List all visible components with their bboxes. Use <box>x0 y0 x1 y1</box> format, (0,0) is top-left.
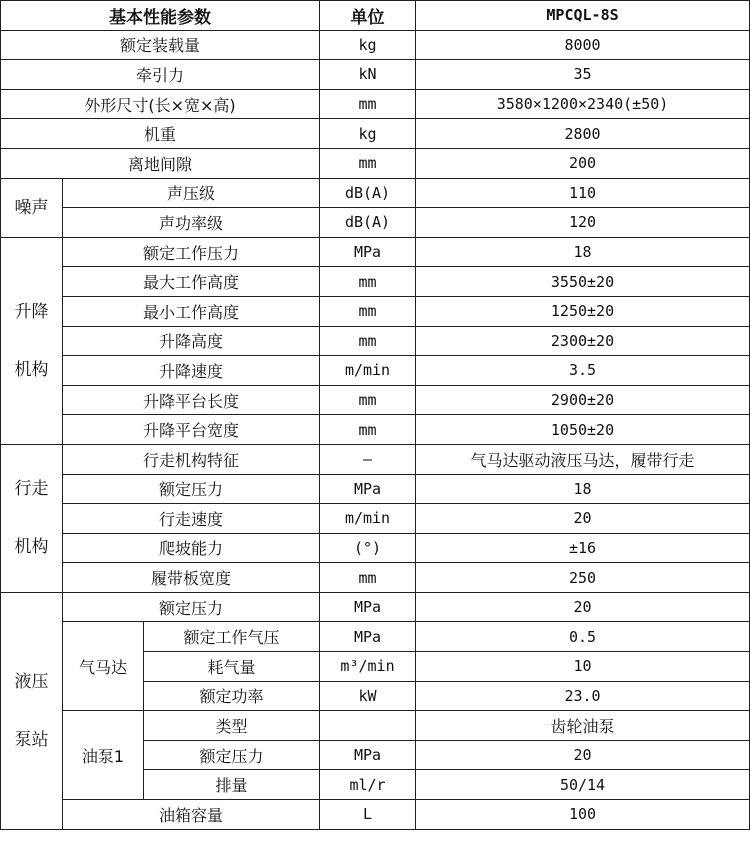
table-row <box>1 30 750 60</box>
param-unit: kW <box>320 681 416 711</box>
param-value: 10 <box>416 652 750 682</box>
table-row <box>1 415 750 445</box>
param-value: 3580×1200×2340(±50) <box>416 89 750 119</box>
param-name: 类型 <box>144 711 320 741</box>
param-unit: m/min <box>320 504 416 534</box>
param-unit: mm <box>320 385 416 415</box>
param-value: 20 <box>416 592 750 622</box>
param-name: 额定压力 <box>144 740 320 770</box>
param-unit: L <box>320 800 416 830</box>
header-row <box>1 1 750 31</box>
table-row <box>1 119 750 149</box>
param-unit: MPa <box>320 237 416 267</box>
param-unit: MPa <box>320 740 416 770</box>
param-name: 耗气量 <box>144 652 320 682</box>
group-noise: 噪声 <box>1 178 63 237</box>
param-name: 升降速度 <box>63 356 320 386</box>
param-name: 升降平台长度 <box>63 385 320 415</box>
table-row <box>1 563 750 593</box>
param-name: 额定压力 <box>63 592 320 622</box>
param-value: 18 <box>416 474 750 504</box>
param-value: 18 <box>416 237 750 267</box>
param-value: 35 <box>416 60 750 90</box>
param-unit: kg <box>320 119 416 149</box>
table-row <box>1 148 750 178</box>
param-unit <box>320 711 416 741</box>
param-name: 声压级 <box>63 178 320 208</box>
param-value: 50/14 <box>416 770 750 800</box>
param-unit: MPa <box>320 474 416 504</box>
param-name: 行走速度 <box>63 504 320 534</box>
group-hydraulic-line2: 泵站 <box>14 729 49 750</box>
param-unit: — <box>320 444 416 474</box>
param-value: 0.5 <box>416 622 750 652</box>
subgroup-air-motor: 气马达 <box>63 622 144 711</box>
table-row <box>1 622 750 652</box>
param-value: 120 <box>416 208 750 238</box>
subgroup-oil-pump: 油泵1 <box>63 711 144 800</box>
param-value: 200 <box>416 148 750 178</box>
param-value: 齿轮油泵 <box>416 711 750 741</box>
param-value: 1250±20 <box>416 296 750 326</box>
param-value: 1050±20 <box>416 415 750 445</box>
param-value: 3550±20 <box>416 267 750 297</box>
param-name: 排量 <box>144 770 320 800</box>
param-name: 额定装载量 <box>1 30 320 60</box>
table-row <box>1 592 750 622</box>
group-hydraulic <box>1 592 63 829</box>
table-row <box>1 356 750 386</box>
table-row <box>1 296 750 326</box>
param-unit: mm <box>320 148 416 178</box>
param-value: 3.5 <box>416 356 750 386</box>
param-unit: m/min <box>320 356 416 386</box>
table-row <box>1 800 750 830</box>
param-name: 升降高度 <box>63 326 320 356</box>
param-value: 2800 <box>416 119 750 149</box>
param-value: 23.0 <box>416 681 750 711</box>
param-name: 履带板宽度 <box>63 563 320 593</box>
param-value: 2900±20 <box>416 385 750 415</box>
param-unit: mm <box>320 296 416 326</box>
group-hydraulic-line1: 液压 <box>14 671 49 692</box>
param-unit: MPa <box>320 622 416 652</box>
param-unit: dB(A) <box>320 208 416 238</box>
table-row <box>1 208 750 238</box>
param-name: 额定压力 <box>63 474 320 504</box>
param-value: 20 <box>416 740 750 770</box>
table-row <box>1 178 750 208</box>
param-name: 机重 <box>1 119 320 149</box>
param-unit: mm <box>320 563 416 593</box>
param-value: 100 <box>416 800 750 830</box>
param-name: 行走机构特征 <box>63 444 320 474</box>
param-unit: mm <box>320 326 416 356</box>
param-name: 离地间隙 <box>1 148 320 178</box>
table-row <box>1 444 750 474</box>
table-row <box>1 237 750 267</box>
header-param: 基本性能参数 <box>1 1 320 31</box>
group-walk-line1: 行走 <box>14 479 49 500</box>
param-name: 最小工作高度 <box>63 296 320 326</box>
group-walk <box>1 444 63 592</box>
param-name: 油箱容量 <box>63 800 320 830</box>
param-unit: (°) <box>320 533 416 563</box>
group-lift <box>1 237 63 444</box>
table-row <box>1 533 750 563</box>
table-row <box>1 60 750 90</box>
table-row <box>1 385 750 415</box>
param-name: 牵引力 <box>1 60 320 90</box>
param-value: 250 <box>416 563 750 593</box>
table-row <box>1 267 750 297</box>
param-unit: mm <box>320 267 416 297</box>
param-value: 8000 <box>416 30 750 60</box>
param-unit: kg <box>320 30 416 60</box>
param-name: 额定工作压力 <box>63 237 320 267</box>
param-value: 110 <box>416 178 750 208</box>
param-value: 2300±20 <box>416 326 750 356</box>
param-name: 声功率级 <box>63 208 320 238</box>
param-unit: m³/min <box>320 652 416 682</box>
param-unit: dB(A) <box>320 178 416 208</box>
table-row <box>1 89 750 119</box>
param-value: 20 <box>416 504 750 534</box>
group-walk-line2: 机构 <box>14 537 49 558</box>
param-name: 最大工作高度 <box>63 267 320 297</box>
table-row <box>1 326 750 356</box>
param-name: 爬坡能力 <box>63 533 320 563</box>
header-model: MPCQL-8S <box>416 1 750 31</box>
param-name: 额定功率 <box>144 681 320 711</box>
param-unit: mm <box>320 89 416 119</box>
param-unit: kN <box>320 60 416 90</box>
param-value: 气马达驱动液压马达，履带行走 <box>416 444 750 474</box>
param-name: 升降平台宽度 <box>63 415 320 445</box>
table-row <box>1 474 750 504</box>
table-row <box>1 711 750 741</box>
param-name: 外形尺寸(长×宽×高) <box>1 89 320 119</box>
param-value: ±16 <box>416 533 750 563</box>
group-lift-line2: 机构 <box>14 359 49 380</box>
param-unit: mm <box>320 415 416 445</box>
param-unit: MPa <box>320 592 416 622</box>
header-unit: 单位 <box>320 1 416 31</box>
table-row <box>1 504 750 534</box>
param-unit: ml/r <box>320 770 416 800</box>
param-name: 额定工作气压 <box>144 622 320 652</box>
group-lift-line1: 升降 <box>14 301 49 322</box>
